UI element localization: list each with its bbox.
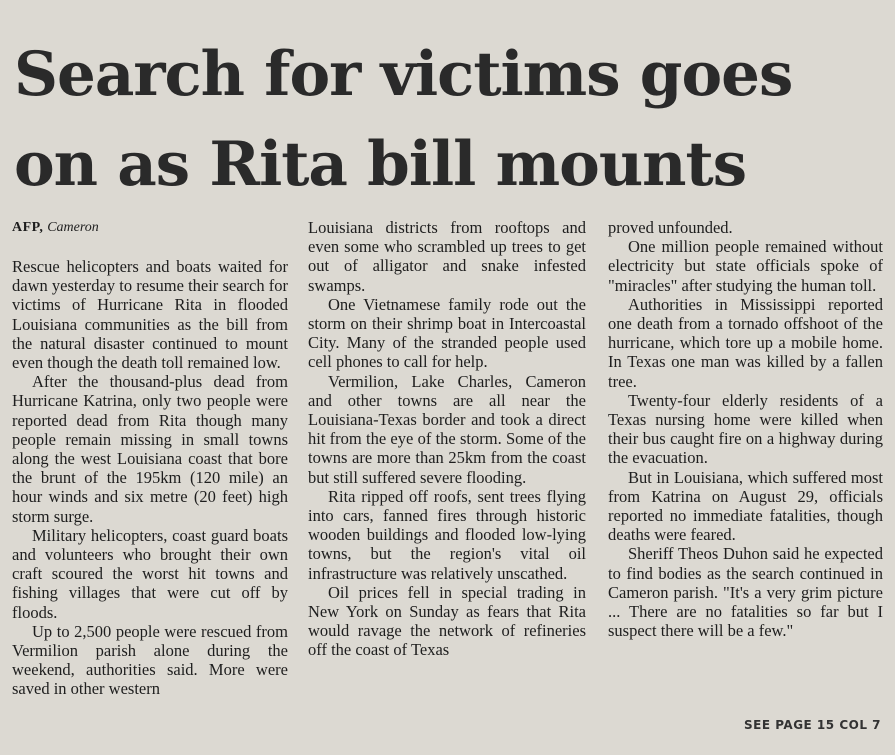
paragraph: One Vietnamese family rode out the storm on their shrimp boat in Intercoastal City. Many of the stranded people used cell phones to call for help. <box>308 294 586 372</box>
byline <box>12 218 288 237</box>
continued-jump-line: SEE PAGE 15 COL 7 <box>744 718 881 732</box>
paragraph: Louisiana districts from rooftops and even some who scrambled up trees to get out of alligator and snake infested swamps. <box>308 218 586 295</box>
paragraph: But in Louisiana, which suffered most from Katrina on August 29, officials reported no immediate fatalities, though deaths were feared. <box>608 467 883 545</box>
paragraph: Twenty-four elderly residents of a Texas nursing home were killed when their bus caught fire on a highway during the evacuation. <box>608 390 883 468</box>
paragraph: Military helicopters, coast guard boats and volunteers who brought their own craft scoured the worst hit towns and fishing villages that were cut off by floods. <box>12 525 288 622</box>
paragraph: Rescue helicopters and boats waited for dawn yesterday to resume their search for victims of Hurricane Rita in flooded Louisiana communities as the bill from the natural disaster continued to mount even though the death toll remained low. <box>12 257 288 373</box>
byline-agency: AFP, <box>12 220 44 235</box>
paragraph: Up to 2,500 people were rescued from Vermilion parish alone during the weekend, authorities said. More were saved in other western <box>12 621 288 699</box>
paragraph: One million people remained without electricity but state officials spoke of "miracles" after studying the human toll. <box>608 237 883 295</box>
byline-place: Cameron <box>47 220 99 235</box>
paragraph: After the thousand-plus dead from Hurricane Katrina, only two people were reported dead from Rita though many people remain missing in small towns along the west Louisiana coast that bore the brunt of the 195km (120 mile) an hour winds and six metre (20 feet) high storm surge. <box>12 372 288 526</box>
paragraph: Rita ripped off roofs, sent trees flying into cars, fanned fires through historic wooden buildings and flooded low-lying towns, but the region's vital oil infrastructure was relatively unscathed. <box>308 486 586 583</box>
paragraph: proved unfounded. <box>608 218 733 237</box>
article-column-1 <box>12 218 288 699</box>
paragraph: Oil prices fell in special trading in New York on Sunday as fears that Rita would ravage the network of refineries off the coast of Texas <box>308 582 586 660</box>
article-column-3 <box>608 218 883 640</box>
article-column-2 <box>308 218 586 660</box>
headline-line-2: on as Rita bill mounts <box>14 129 747 200</box>
headline-line-1: Search for victims goes <box>14 39 793 110</box>
headline <box>14 30 884 210</box>
paragraph: Authorities in Mississippi reported one death from a tornado offshoot of the hurricane, which tore up a mobile home. In Texas one man was killed by a fallen tree. <box>608 294 883 391</box>
paragraph: Vermilion, Lake Charles, Cameron and other towns are all near the Louisiana-Texas border and took a direct hit from the eye of the storm. Some of the towns are more than 25km from the coast but still suffered severe flooding. <box>308 371 586 487</box>
paragraph: Sheriff Theos Duhon said he expected to find bodies as the search continued in Cameron parish. "It's a very grim picture ... There are no fatalities so far but I suspect there will be a few." <box>608 544 883 641</box>
